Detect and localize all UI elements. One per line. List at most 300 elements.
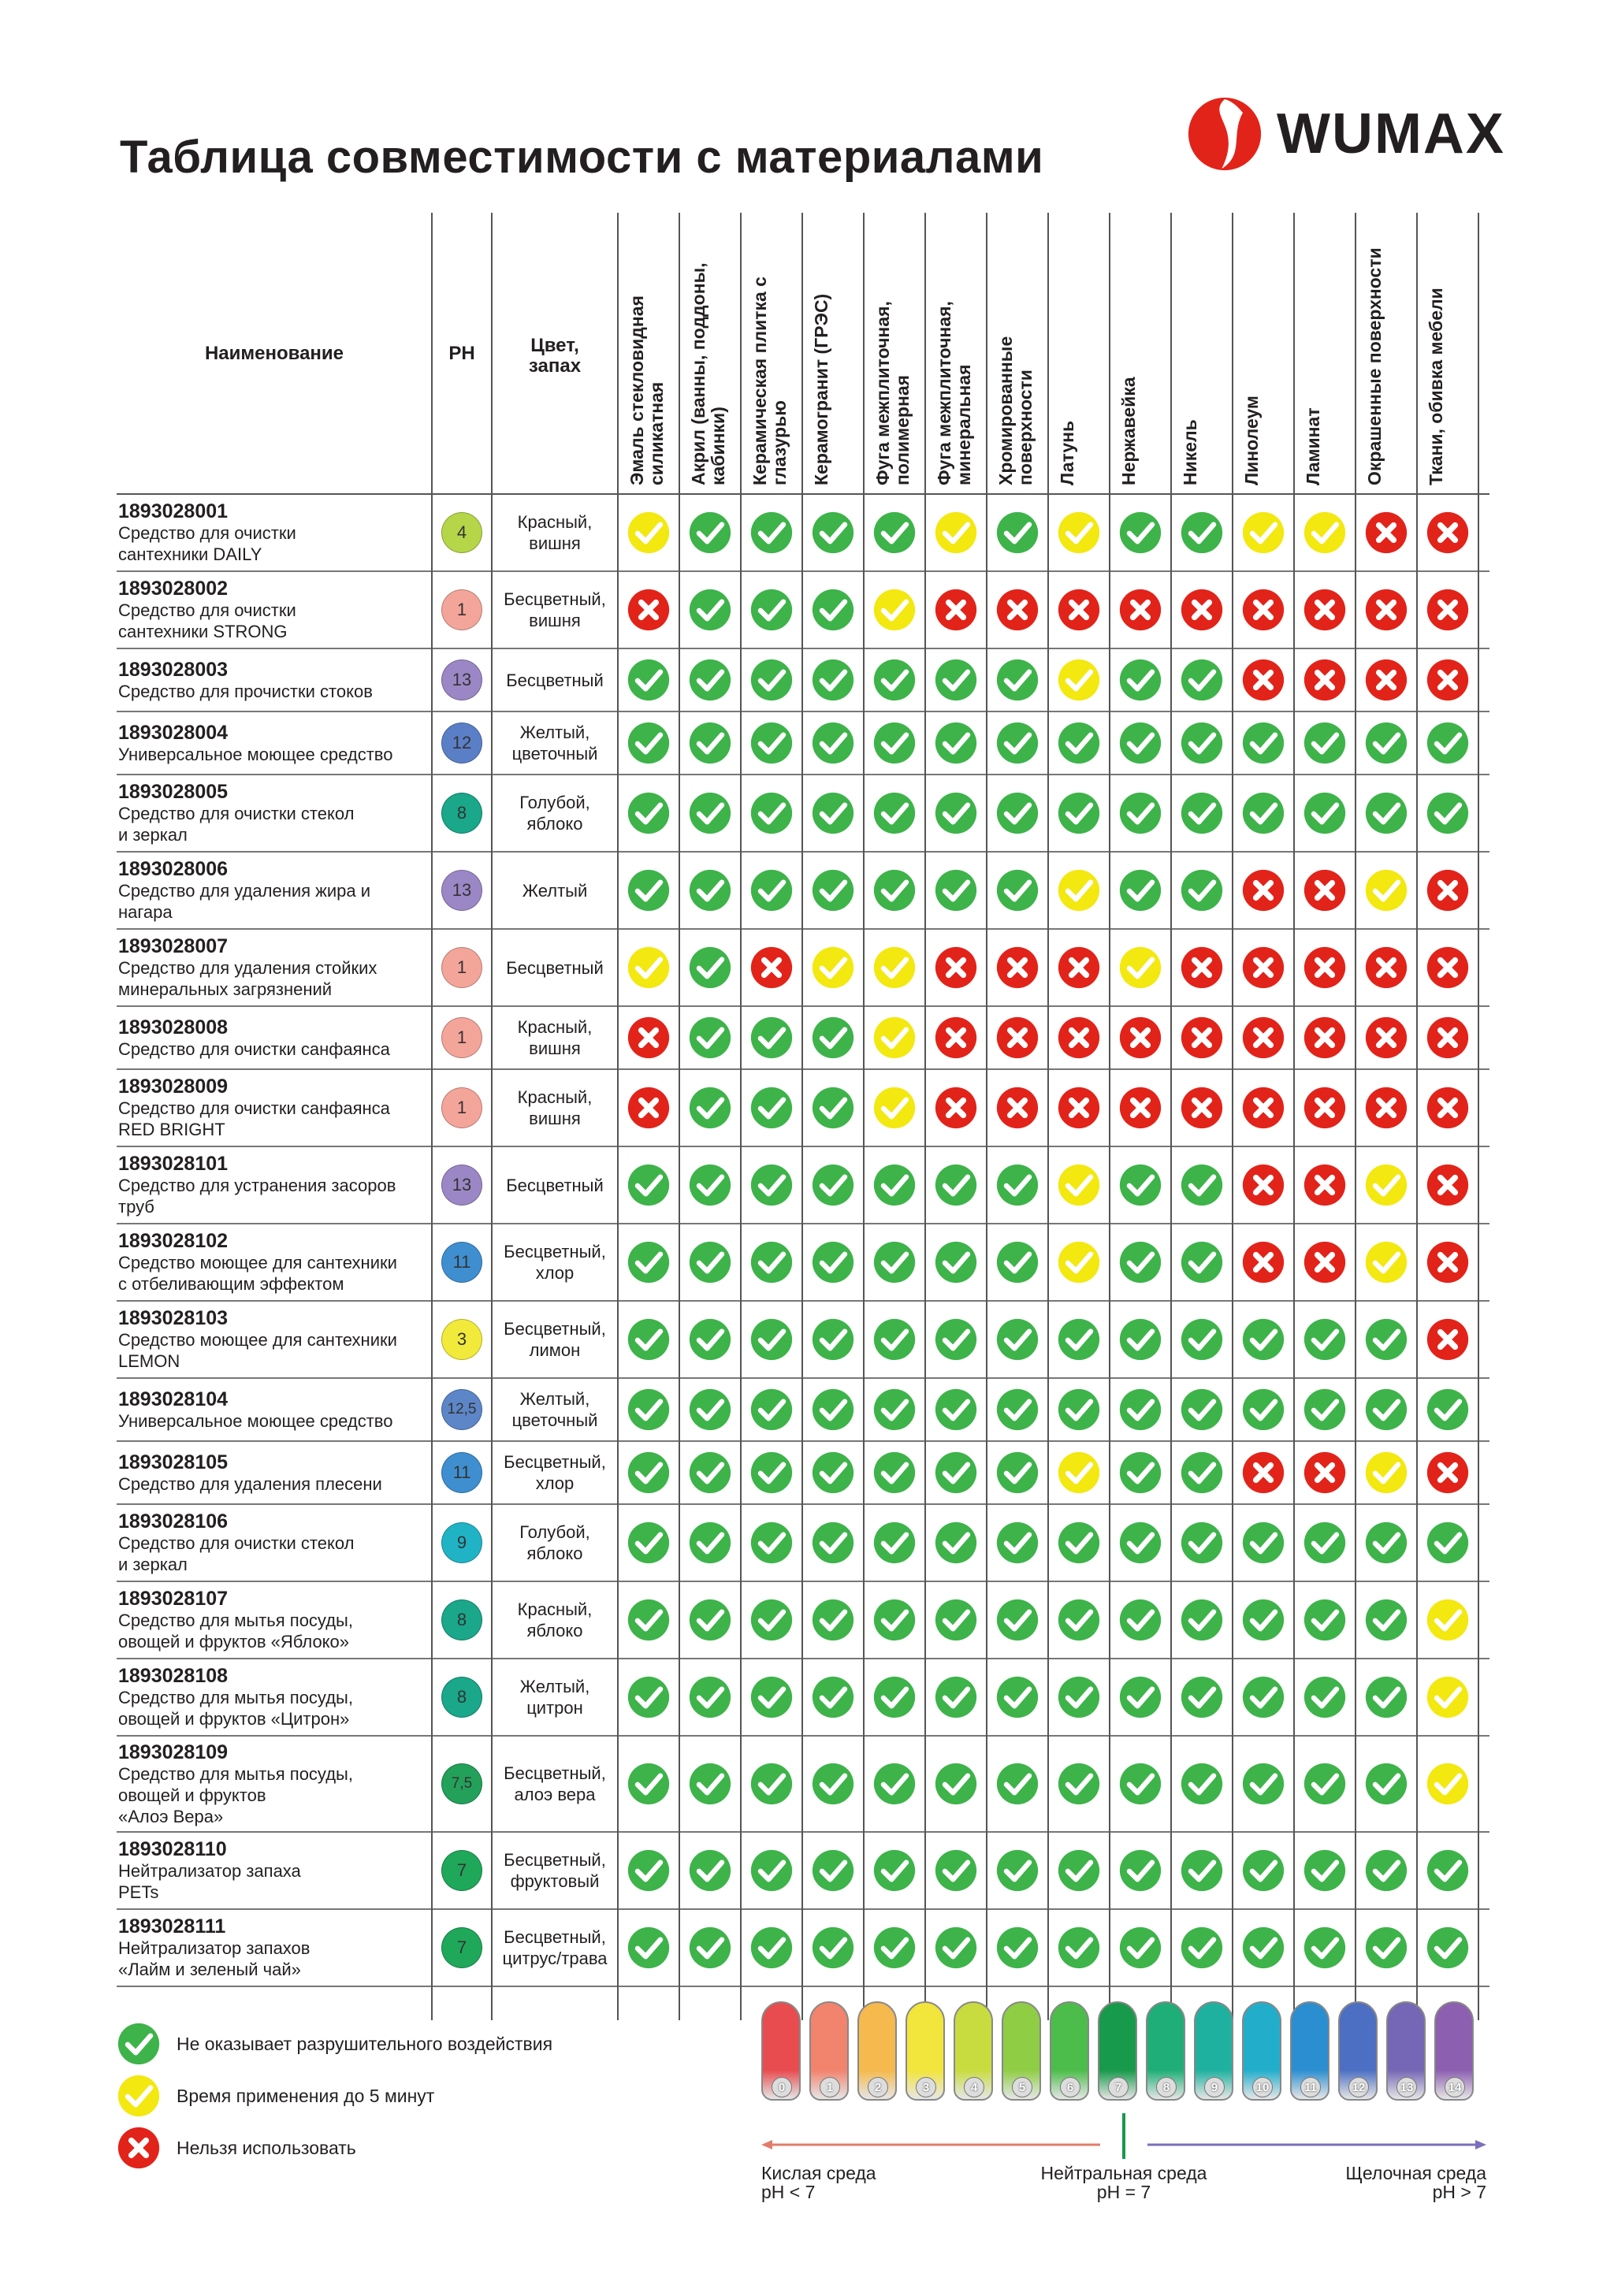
- compat-cell: [1110, 1147, 1171, 1223]
- product-description: Средство для удаления жира и нагара: [118, 881, 371, 922]
- product-description: Средство для очистки сантехники STRONG: [118, 600, 296, 641]
- compat-cell: [1356, 495, 1417, 570]
- compat-cell: [1233, 1302, 1294, 1377]
- check-green-icon: [1118, 511, 1162, 555]
- check-green-icon: [1180, 1675, 1224, 1719]
- color-scent-cell: Бесцветный, фруктовый: [504, 1850, 606, 1891]
- check-green-icon: [1180, 1521, 1224, 1565]
- check-green-icon: [1180, 1388, 1224, 1432]
- compat-cell: [1417, 1070, 1478, 1146]
- compat-cell: [679, 1379, 741, 1440]
- check-green-icon: [872, 868, 917, 912]
- compat-cell: [741, 1505, 802, 1581]
- product-name-cell: [118, 1007, 432, 1068]
- compat-cell: [1048, 775, 1110, 851]
- header-material-label: Окрашенные поверхности: [1364, 247, 1385, 485]
- compat-cell: [1356, 1737, 1417, 1831]
- check-green-icon: [995, 1926, 1039, 1970]
- compat-cell: [1110, 1582, 1171, 1658]
- check-green-icon: [627, 658, 671, 702]
- compat-cell: [987, 1582, 1048, 1658]
- check-green-icon: [1303, 721, 1347, 765]
- color-scent-cell: Красный, яблоко: [517, 1599, 593, 1640]
- check-green-icon: [995, 511, 1039, 555]
- product-name-cell: [118, 1659, 432, 1735]
- compat-cell: [618, 1070, 679, 1146]
- compat-cell: [925, 1070, 987, 1146]
- compat-cell: [925, 1505, 987, 1581]
- grid-line: [801, 213, 803, 2020]
- cross-red-icon: [1303, 588, 1347, 632]
- check-yellow-icon: [1364, 1240, 1408, 1284]
- header-material: [802, 213, 864, 495]
- check-green-icon: [1118, 791, 1162, 835]
- check-green-icon: [995, 1317, 1039, 1362]
- ph-tube: [1146, 2001, 1185, 2101]
- header-material-label: Латунь: [1057, 420, 1077, 485]
- ph-cell: [432, 1224, 492, 1300]
- color-scent-cell: Желтый, цветочный: [511, 723, 598, 763]
- check-green-icon: [749, 1240, 794, 1284]
- compat-cell: [1171, 930, 1233, 1005]
- ph-tube: [1290, 2001, 1330, 2101]
- cross-red-icon: [1241, 1240, 1285, 1284]
- check-green-icon: [1057, 721, 1101, 765]
- header-material-label: Фуга межплиточная, минеральная: [934, 301, 974, 485]
- check-green-icon: [627, 1762, 671, 1806]
- check-green-icon: [1180, 1848, 1224, 1893]
- product-name-cell: [118, 1070, 432, 1146]
- compat-cell: [741, 1659, 802, 1735]
- compat-cell: [802, 930, 864, 1005]
- color-scent-cell: Бесцветный, хлор: [504, 1452, 606, 1493]
- compat-cell: [987, 1147, 1048, 1223]
- product-description: Нейтрализатор запахов «Лайм и зеленый чай»: [118, 1938, 311, 1979]
- compat-cell: [1048, 1833, 1110, 1908]
- compatibility-table: [117, 213, 1489, 1987]
- header-material: [679, 213, 741, 495]
- ph-cell: [432, 712, 492, 774]
- compat-cell: [987, 495, 1048, 570]
- check-green-icon: [995, 1451, 1039, 1495]
- check-green-icon: [688, 946, 732, 990]
- table-row: [117, 930, 1489, 1007]
- compat-cell: [741, 1833, 802, 1908]
- check-green-icon: [688, 1675, 732, 1719]
- compat-cell: [741, 1379, 802, 1440]
- cross-red-icon: [1426, 1317, 1470, 1362]
- check-green-icon: [1364, 721, 1408, 765]
- ph-tube: [857, 2001, 897, 2101]
- cross-red-icon: [934, 1016, 978, 1060]
- compat-cell: [1171, 775, 1233, 851]
- ph-tube: [1386, 2001, 1426, 2101]
- cross-red-icon: [1303, 1086, 1347, 1130]
- compat-cell: [864, 1224, 925, 1300]
- check-green-icon: [934, 1451, 978, 1495]
- brand-name: WUMAX: [1277, 102, 1505, 165]
- check-green-icon: [688, 1521, 732, 1565]
- product-code: 1893028106: [118, 1510, 229, 1533]
- check-green-icon: [1118, 1317, 1162, 1362]
- cross-red-icon: [1426, 658, 1470, 702]
- check-green-icon: [688, 868, 732, 912]
- check-green-icon: [1364, 1388, 1408, 1432]
- compat-cell: [679, 1007, 741, 1068]
- compat-cell: [1417, 712, 1478, 774]
- check-green-icon: [749, 1016, 794, 1060]
- compat-cell: [987, 1070, 1048, 1146]
- compat-cell: [864, 1582, 925, 1658]
- ph-tube: [761, 2001, 801, 2101]
- check-green-icon: [934, 868, 978, 912]
- check-green-icon: [1057, 1926, 1101, 1970]
- check-green-icon: [749, 1926, 794, 1970]
- product-description: Средство для очистки сантехники DAILY: [118, 523, 296, 564]
- table-header: [117, 213, 1489, 495]
- check-green-icon: [872, 1163, 917, 1207]
- ph-tube: [1194, 2001, 1233, 2101]
- compat-cell: [925, 649, 987, 711]
- acid-label: [761, 2164, 876, 2201]
- check-green-icon: [1426, 1926, 1470, 1970]
- check-yellow-icon: [1241, 511, 1285, 555]
- compat-cell: [925, 1147, 987, 1223]
- ph-tube: [1338, 2001, 1378, 2101]
- ph-cell: [432, 930, 492, 1005]
- compat-cell: [802, 1833, 864, 1908]
- table-row: [117, 1737, 1489, 1833]
- compat-cell: [1171, 1833, 1233, 1908]
- compat-cell: [925, 1737, 987, 1831]
- cross-red-icon: [1241, 1086, 1285, 1130]
- ph-tube-number: 6: [1060, 2077, 1080, 2097]
- color-scent-cell: Желтый, цветочный: [511, 1389, 598, 1430]
- cross-red-icon: [1364, 511, 1408, 555]
- table-row: [117, 649, 1489, 712]
- check-green-icon: [1180, 721, 1224, 765]
- ph-tube-number: 10: [1252, 2077, 1273, 2097]
- ph-tube-number: 8: [1156, 2077, 1177, 2097]
- check-green-icon: [1118, 1451, 1162, 1495]
- compat-cell: [679, 1302, 741, 1377]
- check-green-icon: [1241, 1388, 1285, 1432]
- cross-red-icon: [1426, 1163, 1470, 1207]
- compat-cell: [618, 1379, 679, 1440]
- compat-cell: [1048, 649, 1110, 711]
- cross-red-icon: [1303, 946, 1347, 990]
- cross-red-icon: [1241, 868, 1285, 912]
- product-description: Средство моющее для сантехники с отбеливающим эффектом: [118, 1253, 397, 1294]
- compat-cell: [1171, 1007, 1233, 1068]
- compat-cell: [1233, 853, 1294, 928]
- header-color: Цвет, запах: [528, 335, 582, 377]
- compat-cell: [1294, 1910, 1356, 1986]
- compat-cell: [1356, 649, 1417, 711]
- product-code: 1893028104: [118, 1388, 229, 1410]
- legend-warn: [117, 2074, 434, 2118]
- check-green-icon: [1180, 1598, 1224, 1642]
- check-green-icon: [1118, 1926, 1162, 1970]
- compat-cell: [1356, 853, 1417, 928]
- check-green-icon: [1241, 1848, 1285, 1893]
- compat-cell: [1233, 649, 1294, 711]
- check-yellow-icon: [872, 1016, 917, 1060]
- grid-line: [1109, 213, 1110, 2020]
- check-green-icon: [1364, 1926, 1408, 1970]
- check-green-icon: [1303, 1848, 1347, 1893]
- compat-cell: [1048, 712, 1110, 774]
- check-green-icon: [811, 1451, 855, 1495]
- check-green-icon: [811, 791, 855, 835]
- grid-line: [1416, 213, 1418, 2020]
- compat-cell: [1417, 1505, 1478, 1581]
- header-material-label: Акрил (ванны, поддоны, кабинки): [688, 262, 728, 485]
- check-green-icon: [749, 1388, 794, 1432]
- compat-cell: [1048, 1302, 1110, 1377]
- check-green-icon: [811, 868, 855, 912]
- product-description: Средство моющее для сантехники LEMON: [118, 1330, 397, 1371]
- product-description: Нейтрализатор запаха PETs: [118, 1861, 301, 1902]
- check-green-icon: [1241, 1926, 1285, 1970]
- compat-cell: [802, 1302, 864, 1377]
- ph-cell: [432, 1910, 492, 1986]
- color-scent-cell: Бесцветный, вишня: [504, 589, 606, 630]
- compat-cell: [1294, 853, 1356, 928]
- compat-cell: [1171, 1224, 1233, 1300]
- cross-red-icon: [1180, 1086, 1224, 1130]
- product-code: 1893028006: [118, 858, 229, 880]
- compat-cell: [1417, 1910, 1478, 1986]
- compat-cell: [802, 649, 864, 711]
- compat-cell: [925, 572, 987, 648]
- ph-tube-number: 11: [1300, 2077, 1321, 2097]
- check-yellow-icon: [1303, 511, 1347, 555]
- compat-cell: [1294, 1833, 1356, 1908]
- check-green-icon: [688, 511, 732, 555]
- compat-cell: [1417, 1224, 1478, 1300]
- table-row: [117, 1833, 1489, 1910]
- compat-cell: [1233, 1910, 1294, 1986]
- compat-cell: [1294, 1302, 1356, 1377]
- compat-cell: [1294, 572, 1356, 648]
- check-green-icon: [872, 1926, 917, 1970]
- compat-cell: [1356, 1224, 1417, 1300]
- compat-cell: [679, 775, 741, 851]
- compat-cell: [1417, 1582, 1478, 1658]
- check-green-icon: [934, 658, 978, 702]
- product-code: 1893028107: [118, 1588, 229, 1610]
- check-green-icon: [811, 1926, 855, 1970]
- compat-cell: [987, 1737, 1048, 1831]
- compat-cell: [741, 1442, 802, 1503]
- product-name-cell: [118, 1737, 432, 1831]
- cross-red-icon: [1303, 658, 1347, 702]
- check-green-icon: [872, 1598, 917, 1642]
- grid-line: [1170, 213, 1172, 2020]
- compat-cell: [864, 1659, 925, 1735]
- compat-cell: [1048, 1442, 1110, 1503]
- check-green-icon: [934, 1675, 978, 1719]
- check-green-icon: [1057, 1675, 1101, 1719]
- header-material: [1048, 213, 1110, 495]
- cross-red-icon: [934, 946, 978, 990]
- compat-cell: [618, 1582, 679, 1658]
- compat-cell: [802, 495, 864, 570]
- check-green-icon: [811, 1388, 855, 1432]
- check-green-icon: [1180, 1317, 1224, 1362]
- compat-cell: [1294, 495, 1356, 570]
- compat-cell: [1294, 1007, 1356, 1068]
- compat-cell: [679, 1147, 741, 1223]
- compat-cell: [679, 572, 741, 648]
- check-green-icon: [811, 588, 855, 632]
- legend-warn-label: Время применения до 5 минут: [177, 2085, 435, 2106]
- color-scent-cell: Красный, вишня: [517, 1017, 593, 1058]
- cross-red-icon: [995, 946, 1039, 990]
- check-yellow-icon: [811, 946, 855, 990]
- check-green-icon: [688, 588, 732, 632]
- grid-line: [679, 213, 680, 2020]
- compat-cell: [1110, 572, 1171, 648]
- check-green-icon: [688, 1388, 732, 1432]
- product-name-cell: [118, 649, 432, 711]
- table-row: [117, 1659, 1489, 1737]
- cross-red-icon: [1426, 511, 1470, 555]
- color-scent-cell: Бесцветный, цитрус/трава: [502, 1927, 608, 1968]
- ph-tube-number: 12: [1348, 2077, 1369, 2097]
- compat-cell: [741, 712, 802, 774]
- compat-cell: [864, 1737, 925, 1831]
- ph-cell: [432, 495, 492, 570]
- compat-cell: [864, 649, 925, 711]
- compat-cell: [1356, 1833, 1417, 1908]
- compat-cell: [1110, 1007, 1171, 1068]
- compat-cell: [864, 1379, 925, 1440]
- compat-cell: [1356, 1910, 1417, 1986]
- compat-cell: [1417, 1007, 1478, 1068]
- compat-cell: [1356, 1007, 1417, 1068]
- check-green-icon: [688, 1451, 732, 1495]
- check-green-icon: [934, 1848, 978, 1893]
- cross-red-icon: [1118, 1086, 1162, 1130]
- ph-cell: [432, 853, 492, 928]
- grid-line: [1355, 213, 1356, 2020]
- table-row: [117, 572, 1489, 649]
- compat-cell: [618, 1833, 679, 1908]
- compat-cell: [618, 1659, 679, 1735]
- check-green-icon: [1364, 791, 1408, 835]
- product-code: 1893028110: [118, 1838, 227, 1860]
- acid-text: Кислая среда: [761, 2163, 876, 2183]
- compat-cell: [1171, 1910, 1233, 1986]
- cross-red-icon: [627, 1086, 671, 1130]
- compat-cell: [987, 1302, 1048, 1377]
- cross-red-icon: [995, 1086, 1039, 1130]
- check-green-icon: [934, 791, 978, 835]
- compat-cell: [679, 1833, 741, 1908]
- check-green-icon: [688, 1163, 732, 1207]
- check-green-icon: [872, 658, 917, 702]
- product-name-cell: [118, 1505, 432, 1581]
- check-green-icon: [627, 1848, 671, 1893]
- header-material-label: Ламинат: [1303, 407, 1323, 485]
- product-code: 1893028108: [118, 1665, 229, 1687]
- check-green-icon: [749, 1451, 794, 1495]
- grid-line: [1047, 213, 1049, 2020]
- compat-cell: [1356, 1505, 1417, 1581]
- compat-cell: [1110, 1910, 1171, 1986]
- compat-cell: [679, 1442, 741, 1503]
- compat-cell: [1110, 1442, 1171, 1503]
- cross-red-icon: [1118, 1016, 1162, 1060]
- table-row: [117, 775, 1489, 853]
- ph-badge: 1: [441, 947, 482, 988]
- alkaline-text: Щелочная среда: [1345, 2163, 1486, 2183]
- ph-badge: 11: [441, 1242, 482, 1283]
- compat-cell: [925, 1442, 987, 1503]
- check-green-icon: [1364, 1598, 1408, 1642]
- grid-line: [863, 213, 865, 2020]
- header-material: [741, 213, 802, 495]
- header-material-label: Хромированные поверхности: [995, 336, 1036, 485]
- check-green-icon: [117, 2022, 161, 2066]
- compat-cell: [618, 1007, 679, 1068]
- ph-cell: [432, 1833, 492, 1908]
- table-row: [117, 1302, 1489, 1379]
- compat-cell: [1356, 775, 1417, 851]
- table-row: [117, 1070, 1489, 1147]
- compat-cell: [741, 775, 802, 851]
- product-name-cell: [118, 1302, 432, 1377]
- compat-cell: [802, 1070, 864, 1146]
- check-green-icon: [627, 1521, 671, 1565]
- check-green-icon: [811, 1598, 855, 1642]
- ph-badge: 4: [441, 512, 482, 553]
- header-material: [987, 213, 1048, 495]
- cross-red-icon: [1426, 946, 1470, 990]
- check-green-icon: [627, 1240, 671, 1284]
- compat-cell: [1048, 1379, 1110, 1440]
- ph-cell: [432, 1582, 492, 1658]
- check-green-icon: [1118, 1388, 1162, 1432]
- compat-cell: [987, 649, 1048, 711]
- compat-cell: [864, 572, 925, 648]
- check-yellow-icon: [627, 946, 671, 990]
- check-yellow-icon: [1057, 511, 1101, 555]
- compat-cell: [1110, 1379, 1171, 1440]
- table-row: [117, 1582, 1489, 1659]
- check-green-icon: [749, 658, 794, 702]
- product-name-cell: [118, 495, 432, 570]
- compat-cell: [925, 775, 987, 851]
- compat-cell: [802, 1147, 864, 1223]
- check-green-icon: [1364, 1317, 1408, 1362]
- check-green-icon: [1241, 1521, 1285, 1565]
- ph-badge: 13: [441, 870, 482, 911]
- cross-red-icon: [1057, 1016, 1101, 1060]
- compat-cell: [618, 775, 679, 851]
- cross-red-icon: [1426, 1451, 1470, 1495]
- check-green-icon: [749, 1163, 794, 1207]
- grid-line: [1232, 213, 1233, 2020]
- compat-cell: [1110, 1070, 1171, 1146]
- product-code: 1893028102: [118, 1230, 229, 1252]
- compat-cell: [925, 1007, 987, 1068]
- check-green-icon: [1180, 1240, 1224, 1284]
- compat-cell: [1110, 495, 1171, 570]
- compat-cell: [618, 572, 679, 648]
